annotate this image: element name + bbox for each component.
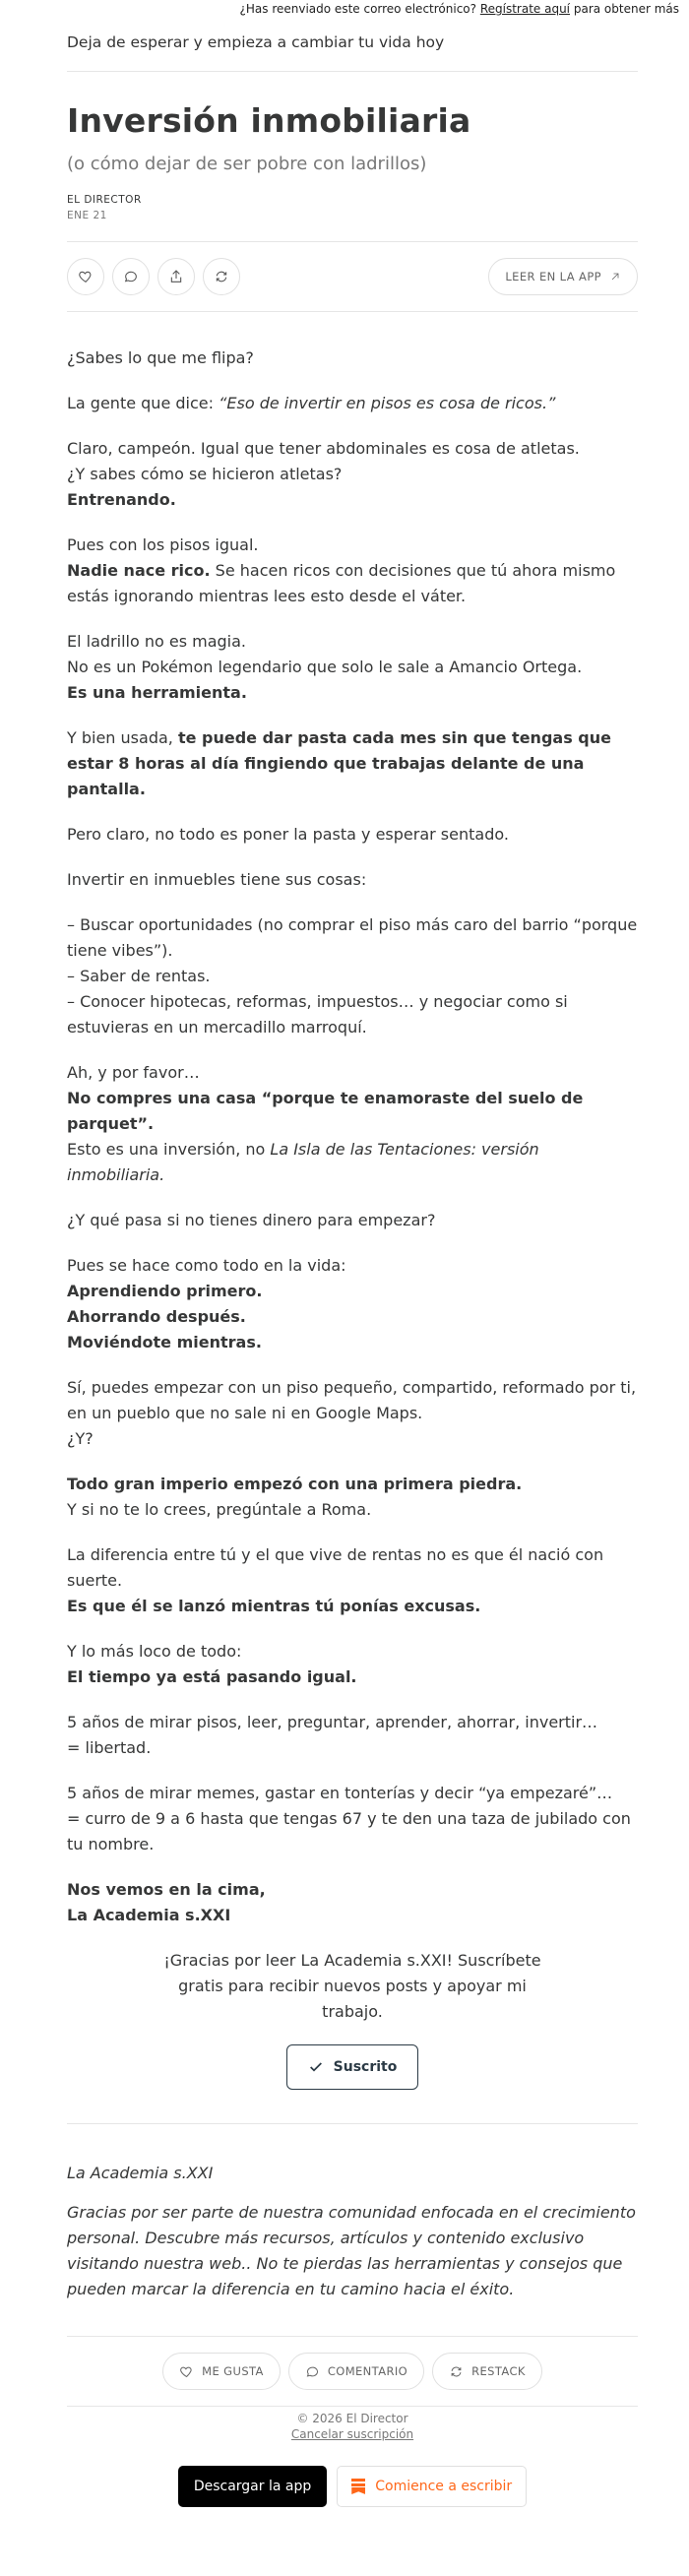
signup-link[interactable]: Regístrate aquí xyxy=(479,2,571,16)
paragraph: ¿Sabes lo que me flipa? xyxy=(67,348,254,367)
comment-button[interactable] xyxy=(112,258,150,295)
restack-icon xyxy=(214,269,229,284)
paragraph: La gente que dice: “Eso de invertir en pisos es cosa de ricos.” xyxy=(67,394,556,412)
share-button[interactable] xyxy=(157,258,195,295)
heart-icon xyxy=(78,269,94,284)
paragraph: Ah, y por favor… No compres una casa “porque te enamoraste del suelo de parquet”. Esto es una inversión, no La Isla de las Tentaciones: versión inmobiliaria. xyxy=(67,1063,584,1184)
forwarded-notice-prefix: ¿Has reenviado este correo electrónico? xyxy=(239,2,480,16)
restack-button[interactable] xyxy=(203,258,240,295)
app-buttons-row xyxy=(67,2466,638,2507)
copyright-text: © 2026 El Director xyxy=(296,2412,408,2425)
post-subtitle: (o cómo dejar de ser pobre con ladrillos) xyxy=(67,154,427,174)
paragraph: ¿Y qué pasa si no tienes dinero para empezar? xyxy=(67,1211,436,1229)
paragraph: Sí, puedes empezar con un piso pequeño, compartido, reformado por ti, en un pueblo que no sale ni en Google Maps. ¿Y? xyxy=(67,1378,637,1448)
paragraph: El ladrillo no es magia. No es un Pokémon legendario que solo le sale a Amancio Ortega. Es una herramienta. xyxy=(67,632,583,702)
read-in-app-button[interactable] xyxy=(488,258,638,295)
publication-name: La Academia s.XXI xyxy=(67,2164,214,2182)
comment-icon xyxy=(305,2364,320,2379)
paragraph: 5 años de mirar memes, gastar en tonterías y decir “ya empezaré”… = curro de 9 a 6 hasta que tengas 67 y te den una taza de jubilado con tu nombre. xyxy=(67,1784,631,1853)
paragraph: La diferencia entre tú y el que vive de rentas no es que él nació con suerte. Es que él se lanzó mientras tú ponías excusas. xyxy=(67,1545,604,1615)
footer-actions-bar xyxy=(67,2336,638,2407)
footer-like-button[interactable] xyxy=(162,2353,281,2390)
post-title[interactable]: Inversión inmobiliaria xyxy=(67,101,471,140)
heart-icon xyxy=(179,2364,194,2379)
subscribed-button[interactable] xyxy=(286,2044,418,2090)
arrow-up-right-icon xyxy=(609,271,621,283)
divider xyxy=(67,2123,638,2124)
paragraph: Invertir en inmuebles tiene sus cosas: xyxy=(67,870,367,889)
footer-like-label: ME GUSTA xyxy=(202,2364,264,2378)
download-app-button[interactable]: Descargar la app xyxy=(178,2466,327,2507)
paragraph: Pero claro, no todo es poner la pasta y esperar sentado. xyxy=(67,825,509,844)
post-date: ENE 21 xyxy=(67,210,638,242)
like-button[interactable] xyxy=(67,258,104,295)
forwarded-notice xyxy=(0,0,689,22)
start-writing-button[interactable] xyxy=(337,2466,527,2507)
post-author[interactable]: EL DIRECTOR xyxy=(67,194,142,206)
read-in-app-label: LEER EN LA APP xyxy=(505,270,601,283)
unsubscribe-link[interactable]: Cancelar suscripción xyxy=(290,2427,414,2441)
paragraph: Y bien usada, te puede dar pasta cada mes sin que tengas que estar 8 horas al día fingiendo que trabajas delante de una pantalla. xyxy=(67,728,611,798)
substack-logo-icon xyxy=(351,2479,365,2494)
post-body xyxy=(67,346,638,1928)
footer-restack-button[interactable] xyxy=(432,2353,542,2390)
paragraph: 5 años de mirar pisos, leer, preguntar, aprender, ahorrar, invertir… = libertad. xyxy=(67,1713,598,1757)
paragraph: Pues se hace como todo en la vida: Aprendiendo primero. Ahorrando después. Moviéndote mientras. xyxy=(67,1256,346,1351)
footer-comment-button[interactable] xyxy=(288,2353,424,2390)
sign-off: Nos vemos en la cima, La Academia s.XXI xyxy=(67,1880,266,1924)
paragraph: Pues con los pisos igual. Nadie nace rico. Se hacen ricos con decisiones que tú ahora mismo estás ignorando mientras lees esto desde el váter. xyxy=(67,535,616,605)
paragraph: Y lo más loco de todo: El tiempo ya está pasando igual. xyxy=(67,1642,357,1686)
footer-comment-label: COMENTARIO xyxy=(327,2364,408,2378)
post-actions-bar xyxy=(67,242,638,312)
footer-restack-label: RESTACK xyxy=(471,2364,526,2378)
restack-icon xyxy=(449,2364,464,2379)
paragraph: Claro, campeón. Igual que tener abdominales es cosa de atletas. ¿Y sabes cómo se hicieron atletas? Entrenando. xyxy=(67,439,580,509)
paragraph: – Buscar oportunidades (no comprar el piso más caro del barrio “porque tiene vibes”). – Saber de rentas. – Conocer hipotecas, reformas, impuestos… y negociar como si estuvieras en un mercadillo marroquí. xyxy=(67,915,638,1037)
forwarded-notice-suffix: para obtener más xyxy=(570,2,679,16)
footer-legal xyxy=(67,2411,638,2442)
comment-icon xyxy=(123,269,139,284)
publication-description: Gracias por ser parte de nuestra comunidad enfocada en el crecimiento personal. Descubre más recursos, artículos y contenido exclusivo visitando nuestra web.. No te pierdas las herramientas y consejos que pueden marcar la diferencia en tu camino hacia el éxito. xyxy=(67,2203,636,2298)
subscribed-label: Suscrito xyxy=(333,2059,398,2075)
paragraph: Todo gran imperio empezó con una primera piedra. Y si no te lo crees, pregúntale a Roma. xyxy=(67,1475,523,1519)
start-writing-label: Comience a escribir xyxy=(375,2479,513,2494)
preview-text: Deja de esperar y empieza a cambiar tu vida hoy xyxy=(67,22,638,72)
share-icon xyxy=(168,269,184,284)
checkmark-icon xyxy=(308,2059,324,2075)
subscribe-message: ¡Gracias por leer La Academia s.XXI! Suscríbete gratis para recibir nuevos posts y apoyar mi trabajo. xyxy=(163,1951,541,2021)
